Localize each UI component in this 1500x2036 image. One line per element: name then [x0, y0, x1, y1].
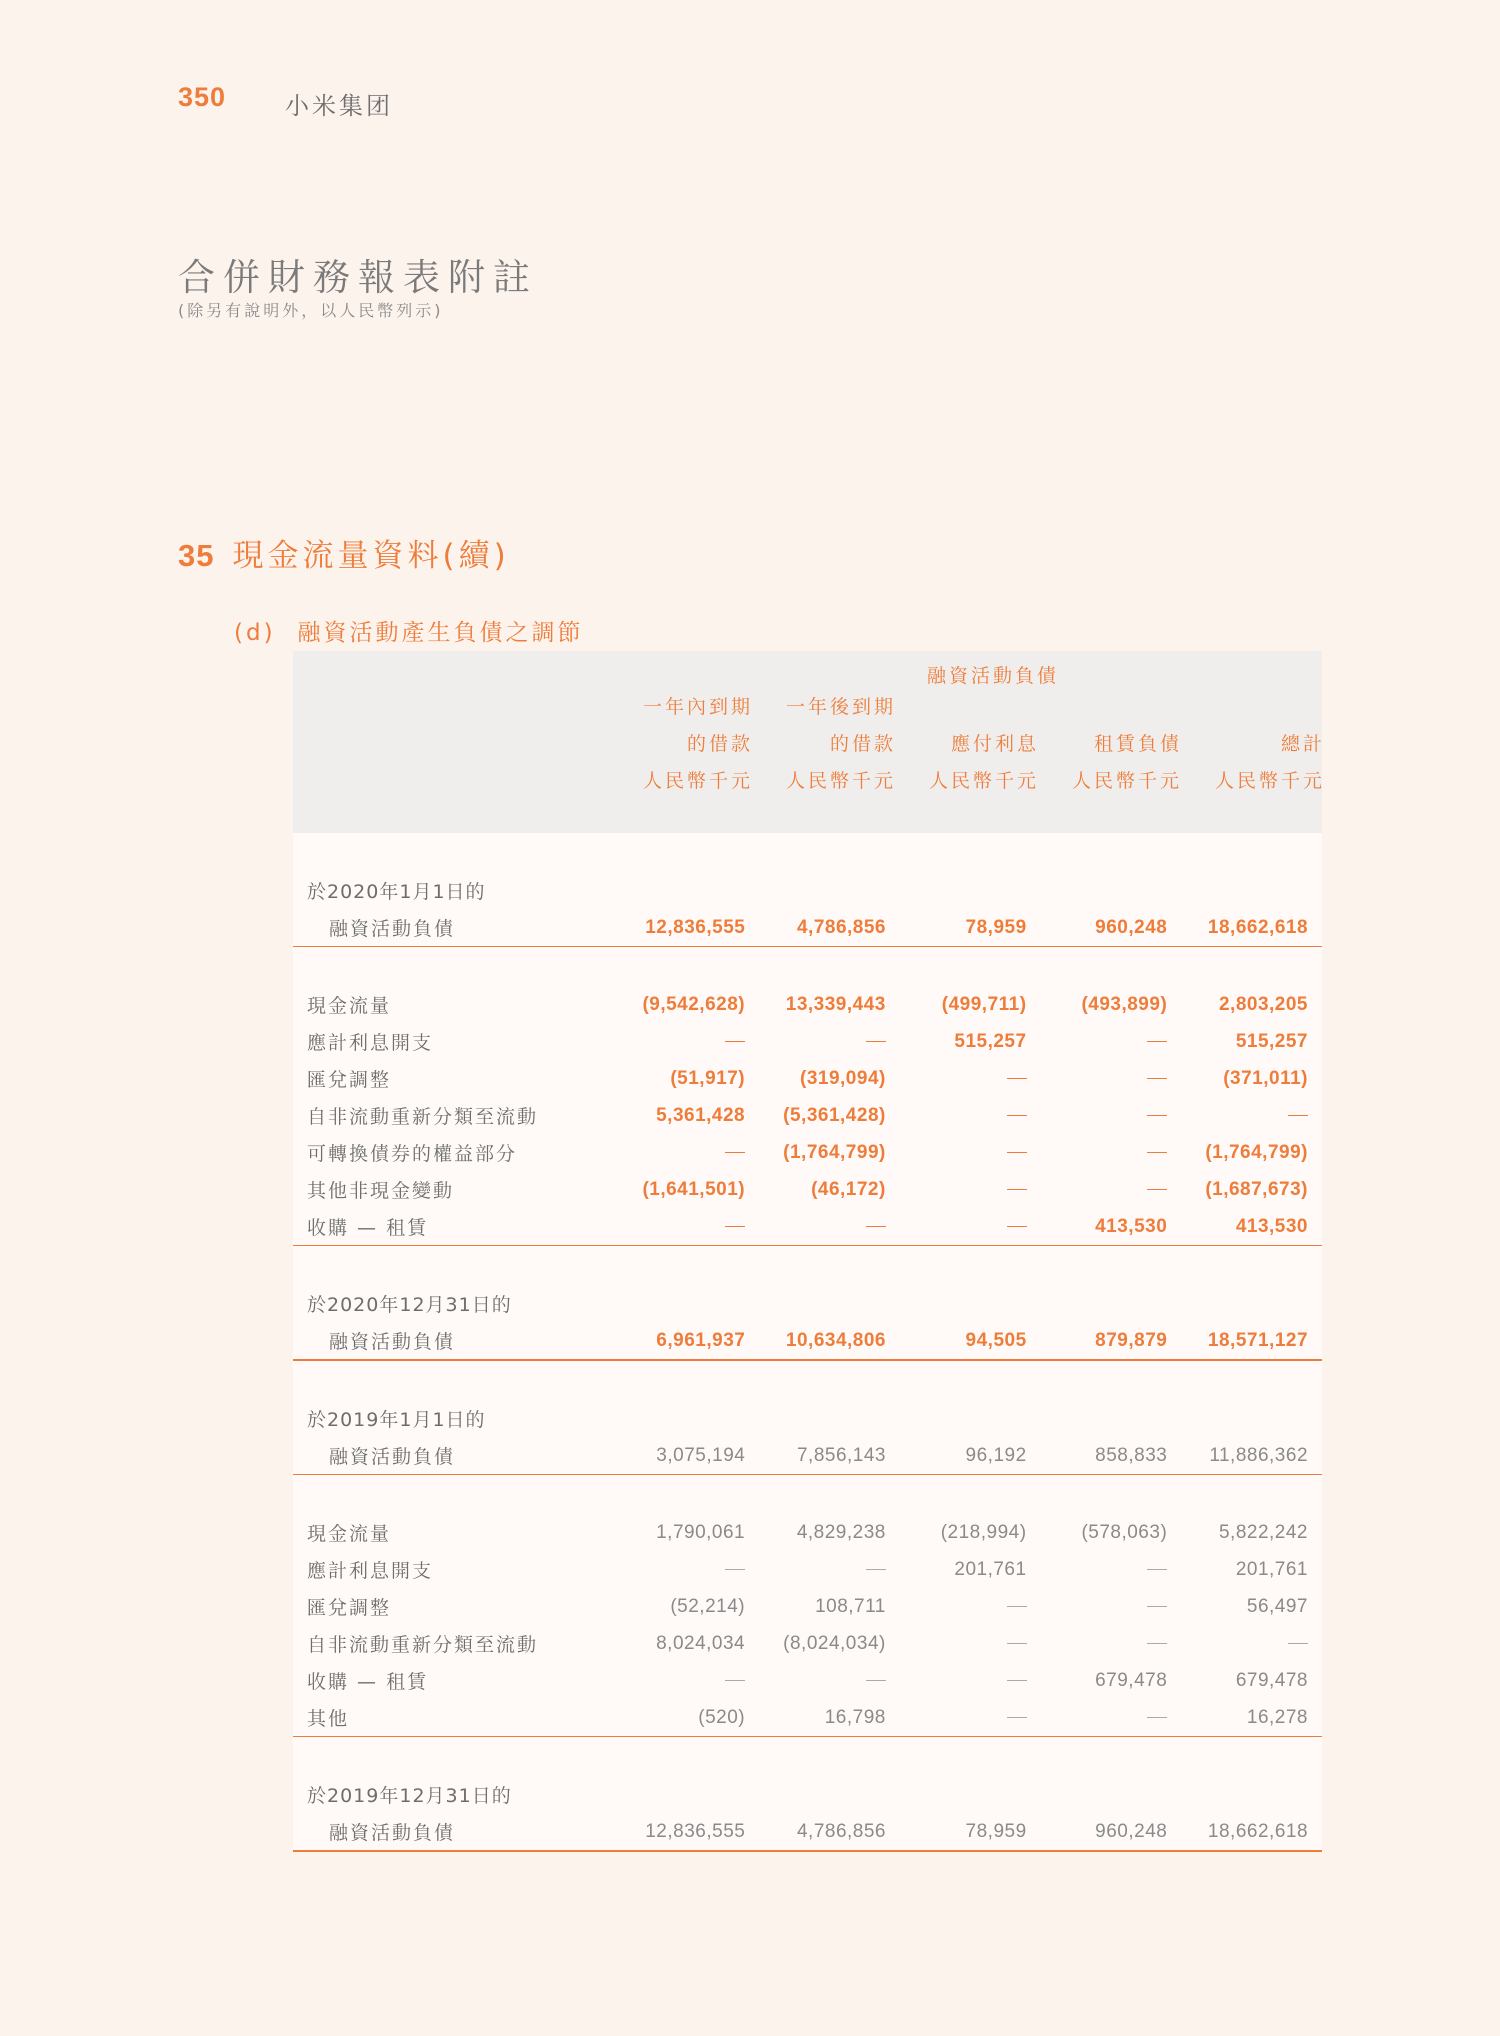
- row-label: 融資活動負債: [329, 918, 456, 940]
- value-cell-nil: [1041, 1633, 1182, 1655]
- column-header-line2: 總計: [1280, 733, 1325, 755]
- dash-mark: [725, 1152, 745, 1153]
- reconciliation-table: [293, 651, 1325, 1852]
- dash-mark: [866, 1569, 886, 1570]
- value-cell: 201,761: [1235, 1558, 1308, 1580]
- column-header-unit: 人民幣千元: [1071, 770, 1182, 792]
- dash-mark: [1007, 1115, 1027, 1116]
- dash-mark: [1147, 1717, 1167, 1718]
- row-label: 收購 — 租賃: [307, 1217, 429, 1239]
- date-label: 於2020年12月31日的: [307, 1294, 512, 1316]
- value-cell: 6,961,937: [656, 1329, 746, 1351]
- row-label: 其他非現金變動: [307, 1180, 455, 1202]
- dash-mark: [1147, 1569, 1167, 1570]
- dash-mark: [1007, 1643, 1027, 1644]
- value-cell-nil: [900, 1068, 1041, 1090]
- value-cell: 5,822,242: [1218, 1521, 1308, 1543]
- value-cell: 13,339,443: [785, 993, 886, 1015]
- date-row: [293, 872, 1322, 909]
- value-cell: 201,761: [954, 1558, 1027, 1580]
- date-label: 於2019年1月1日的: [307, 1409, 486, 1431]
- value-cell: 12,836,555: [645, 1820, 746, 1842]
- dash-mark: [1288, 1643, 1308, 1644]
- row-label: 匯兌調整: [307, 1069, 392, 1091]
- dash-mark: [866, 1041, 886, 1042]
- value-cell-nil: [1041, 1031, 1182, 1053]
- dash-mark: [866, 1680, 886, 1681]
- value-cell: 96,192: [965, 1444, 1027, 1466]
- value-cell-nil: [900, 1179, 1041, 1201]
- value-cell: (520): [698, 1706, 746, 1728]
- column-header-line1: 一年內到期: [642, 696, 753, 718]
- column-header-line1: 一年後到期: [785, 696, 896, 718]
- row-label: 現金流量: [307, 995, 392, 1017]
- value-cell: 4,786,856: [796, 916, 886, 938]
- date-row: [293, 1285, 1322, 1322]
- dash-mark: [1007, 1152, 1027, 1153]
- value-cell: 413,530: [1235, 1215, 1308, 1237]
- value-cell: 12,836,555: [645, 916, 746, 938]
- row-label: 融資活動負債: [329, 1446, 456, 1468]
- date-label: 於2019年12月31日的: [307, 1785, 512, 1807]
- value-cell: (493,899): [1081, 993, 1168, 1015]
- closing-balance-row: [293, 1322, 1322, 1361]
- row-label: 其他: [307, 1708, 350, 1730]
- dash-mark: [1288, 1115, 1308, 1116]
- document-subtitle: (除另有說明外，以人民幣列示): [178, 301, 444, 320]
- dash-mark: [1007, 1189, 1027, 1190]
- value-cell: 78,959: [965, 1820, 1027, 1842]
- value-cell-nil: [1041, 1142, 1182, 1164]
- spacer: [293, 1361, 1322, 1400]
- value-cell-nil: [900, 1105, 1041, 1127]
- movement-row: [293, 1023, 1322, 1060]
- dash-mark: [866, 1226, 886, 1227]
- movement-row: [293, 1551, 1322, 1588]
- value-cell-nil: [759, 1559, 900, 1581]
- value-cell: 960,248: [1095, 916, 1168, 938]
- dash-mark: [1007, 1606, 1027, 1607]
- column-header-line2: 的借款: [829, 733, 896, 755]
- dash-mark: [1007, 1078, 1027, 1079]
- column-header: [615, 689, 753, 800]
- column-header-unit: 人民幣千元: [785, 770, 896, 792]
- value-cell-nil: [610, 1142, 760, 1164]
- dash-mark: [1007, 1226, 1027, 1227]
- value-cell: (371,011): [1223, 1067, 1308, 1089]
- table-header: [293, 651, 1325, 833]
- row-label: 融資活動負債: [329, 1331, 456, 1353]
- value-cell-nil: [1041, 1105, 1182, 1127]
- value-cell-nil: [900, 1216, 1041, 1238]
- value-cell: 18,571,127: [1207, 1329, 1309, 1351]
- dash-mark: [1147, 1115, 1167, 1116]
- column-header-unit: 人民幣千元: [1214, 770, 1325, 792]
- value-cell: 960,248: [1095, 1820, 1168, 1842]
- column-header-line1: [901, 689, 1039, 726]
- value-cell: 16,798: [824, 1706, 886, 1728]
- row-label: 自非流動重新分類至流動: [307, 1634, 539, 1656]
- dash-mark: [1007, 1717, 1027, 1718]
- value-cell: 7,856,143: [796, 1444, 886, 1466]
- value-cell: (218,994): [940, 1521, 1027, 1543]
- date-label: 於2020年1月1日的: [307, 881, 486, 903]
- group-header: 融資活動負債: [926, 665, 1059, 687]
- value-cell-nil: [759, 1216, 900, 1238]
- movement-row: [293, 1134, 1322, 1171]
- value-cell: 4,829,238: [796, 1521, 886, 1543]
- value-cell: (5,361,428): [783, 1104, 886, 1126]
- value-cell: (52,214): [670, 1595, 746, 1617]
- subsection-letter: (d): [234, 620, 276, 646]
- column-header-line1: [1044, 689, 1182, 726]
- column-header: [758, 689, 896, 800]
- value-cell: 56,497: [1246, 1595, 1308, 1617]
- value-cell-nil: [900, 1142, 1041, 1164]
- movement-row: [293, 1588, 1322, 1625]
- value-cell: (9,542,628): [642, 993, 746, 1015]
- row-label: 現金流量: [307, 1523, 392, 1545]
- movement-row: [293, 1514, 1322, 1551]
- company-name: 小米集团: [285, 92, 393, 120]
- column-header: [1187, 689, 1325, 800]
- value-cell-nil: [900, 1596, 1041, 1618]
- dash-mark: [1147, 1041, 1167, 1042]
- spacer: [293, 947, 1322, 986]
- dash-mark: [1147, 1606, 1167, 1607]
- row-label: 自非流動重新分類至流動: [307, 1106, 539, 1128]
- dash-mark: [1147, 1643, 1167, 1644]
- movement-row: [293, 986, 1322, 1023]
- row-label: 應計利息開支: [307, 1032, 434, 1054]
- value-cell: 8,024,034: [656, 1632, 746, 1654]
- value-cell: 413,530: [1095, 1215, 1168, 1237]
- spacer: [293, 1246, 1322, 1285]
- value-cell: 3,075,194: [656, 1444, 746, 1466]
- row-label: 可轉換債券的權益部分: [307, 1143, 518, 1165]
- value-cell: (499,711): [941, 993, 1027, 1015]
- value-cell: 515,257: [954, 1030, 1027, 1052]
- value-cell-nil: [1041, 1068, 1182, 1090]
- value-cell: (1,764,799): [1205, 1141, 1308, 1163]
- row-label: 匯兌調整: [307, 1597, 392, 1619]
- row-label: 融資活動負債: [329, 1822, 456, 1844]
- dash-mark: [725, 1680, 745, 1681]
- value-cell-nil: [900, 1707, 1041, 1729]
- column-header: [901, 689, 1039, 800]
- value-cell: 5,361,428: [656, 1104, 746, 1126]
- value-cell: 11,886,362: [1209, 1444, 1309, 1466]
- opening-balance-row: [293, 1437, 1322, 1475]
- value-cell: 4,786,856: [796, 1820, 886, 1842]
- dash-mark: [725, 1041, 745, 1042]
- date-row: [293, 1776, 1322, 1813]
- document-title: 合併財務報表附註: [178, 256, 538, 299]
- movement-row: [293, 1171, 1322, 1208]
- value-cell-nil: [610, 1216, 760, 1238]
- opening-balance-row: [293, 909, 1322, 947]
- dash-mark: [1007, 1680, 1027, 1681]
- subsection-heading: [234, 614, 584, 647]
- value-cell: 679,478: [1235, 1669, 1308, 1691]
- movement-row: [293, 1208, 1322, 1246]
- value-cell-nil: [900, 1633, 1041, 1655]
- value-cell: (1,687,673): [1205, 1178, 1308, 1200]
- value-cell: 108,711: [815, 1595, 886, 1617]
- value-cell-nil: [1181, 1105, 1322, 1127]
- value-cell-nil: [610, 1670, 760, 1692]
- row-label: 收購 — 租賃: [307, 1671, 429, 1693]
- column-header-line1: [1187, 689, 1325, 726]
- value-cell: 94,505: [965, 1329, 1027, 1351]
- column-header-line2: 的借款: [686, 733, 753, 755]
- closing-balance-row: [293, 1813, 1322, 1852]
- value-cell: 10,634,806: [785, 1329, 886, 1351]
- column-header-unit: 人民幣千元: [928, 770, 1039, 792]
- movement-row: [293, 1699, 1322, 1737]
- subsection-title: 融資活動產生負債之調節: [297, 620, 584, 646]
- page-number: 350: [178, 82, 227, 112]
- spacer: [293, 1737, 1322, 1776]
- value-cell: 879,879: [1095, 1329, 1168, 1351]
- value-cell: 1,790,061: [656, 1521, 746, 1543]
- section-number: 35: [178, 538, 215, 573]
- column-header-line2: 應付利息: [950, 733, 1039, 755]
- value-cell-nil: [1041, 1179, 1182, 1201]
- value-cell-nil: [1181, 1633, 1322, 1655]
- value-cell: (319,094): [800, 1067, 886, 1089]
- value-cell: (46,172): [811, 1178, 886, 1200]
- dash-mark: [725, 1226, 745, 1227]
- movement-row: [293, 1060, 1322, 1097]
- value-cell: (8,024,034): [783, 1632, 886, 1654]
- value-cell: (1,764,799): [783, 1141, 886, 1163]
- value-cell: (578,063): [1081, 1521, 1168, 1543]
- value-cell: 2,803,205: [1218, 993, 1308, 1015]
- value-cell-nil: [759, 1031, 900, 1053]
- value-cell: (1,641,501): [642, 1178, 746, 1200]
- value-cell: 18,662,618: [1207, 916, 1309, 938]
- dash-mark: [1147, 1152, 1167, 1153]
- column-header-line2: 租賃負債: [1093, 733, 1182, 755]
- dash-mark: [1147, 1189, 1167, 1190]
- value-cell: 18,662,618: [1207, 1820, 1309, 1842]
- dash-mark: [725, 1569, 745, 1570]
- value-cell-nil: [610, 1031, 760, 1053]
- value-cell-nil: [1041, 1707, 1182, 1729]
- spacer: [293, 1475, 1322, 1514]
- movement-row: [293, 1662, 1322, 1699]
- value-cell: 515,257: [1235, 1030, 1308, 1052]
- value-cell: 78,959: [965, 916, 1027, 938]
- value-cell: 16,278: [1246, 1706, 1308, 1728]
- table-body: [293, 833, 1322, 1852]
- value-cell: (51,917): [670, 1067, 746, 1089]
- section-title: 現金流量資料(續): [232, 538, 510, 574]
- row-label: 應計利息開支: [307, 1560, 434, 1582]
- value-cell-nil: [1041, 1559, 1182, 1581]
- column-header-unit: 人民幣千元: [642, 770, 753, 792]
- value-cell-nil: [900, 1670, 1041, 1692]
- value-cell-nil: [610, 1559, 760, 1581]
- value-cell: 679,478: [1095, 1669, 1168, 1691]
- movement-row: [293, 1097, 1322, 1134]
- date-row: [293, 1400, 1322, 1437]
- section-heading: [178, 530, 510, 575]
- spacer: [293, 833, 1322, 872]
- dash-mark: [1147, 1078, 1167, 1079]
- movement-row: [293, 1625, 1322, 1662]
- value-cell-nil: [1041, 1596, 1182, 1618]
- column-header: [1044, 689, 1182, 800]
- value-cell-nil: [759, 1670, 900, 1692]
- value-cell: 858,833: [1095, 1444, 1168, 1466]
